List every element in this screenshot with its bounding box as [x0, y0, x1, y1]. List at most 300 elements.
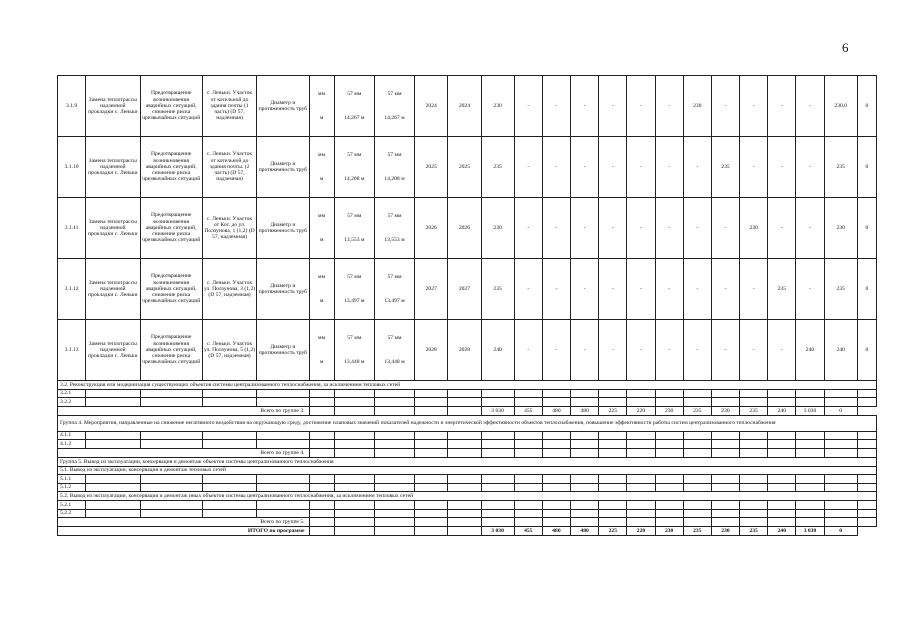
- empty-cell: [857, 389, 876, 398]
- empty-cell: [334, 398, 374, 407]
- total-value: 3 030: [796, 406, 824, 415]
- year-cost: -: [711, 320, 739, 381]
- row-number: 5.1.2: [58, 483, 86, 492]
- value-after-diameter: 57 мм: [387, 274, 402, 280]
- measure-name: Замена теплотрассы надземной прокладки с. Леньки: [86, 198, 140, 259]
- empty-cell: [740, 398, 768, 407]
- empty-cell: [257, 431, 309, 440]
- empty-cell: [415, 475, 448, 484]
- empty-cell: [627, 431, 655, 440]
- empty-cell: [202, 500, 256, 509]
- indicator-unit: [309, 259, 334, 320]
- empty-cell: [711, 448, 739, 457]
- empty-cell: [514, 440, 542, 449]
- empty-cell: [309, 509, 334, 518]
- empty-cell: [857, 509, 876, 518]
- empty-cell: [374, 431, 414, 440]
- empty-cell: [655, 448, 683, 457]
- empty-cell: [857, 518, 876, 527]
- year-cost: -: [514, 198, 542, 259]
- empty-cell: [796, 483, 824, 492]
- empty-cell: [448, 527, 481, 536]
- remaining-cost: 0: [857, 198, 876, 259]
- total-value: 0: [824, 406, 857, 415]
- year-cost: 240: [796, 320, 824, 381]
- empty-cell: [655, 483, 683, 492]
- empty-cell: [514, 398, 542, 407]
- year-cost: -: [542, 76, 570, 137]
- empty-cell: [857, 431, 876, 440]
- measure-location: с. Леньки. Участок ул. Ползунова, 5 (1,2) (D 57, надземная): [202, 320, 256, 381]
- year-cost: -: [571, 198, 599, 259]
- empty-cell: [768, 440, 796, 449]
- year-cost: -: [683, 137, 711, 198]
- empty-cell: [448, 483, 481, 492]
- empty-cell: [481, 475, 514, 484]
- empty-cell: [481, 389, 514, 398]
- empty-cell: [824, 500, 857, 509]
- year-cost: -: [768, 320, 796, 381]
- value-after-length: 14,267 м: [384, 114, 405, 121]
- empty-cell: [140, 483, 202, 492]
- empty-cell: [627, 475, 655, 484]
- empty-cell: [257, 440, 309, 449]
- total-cost: 235: [481, 137, 514, 198]
- indicator-unit-diameter: мм: [318, 335, 326, 341]
- year-cost: -: [740, 320, 768, 381]
- empty-cell: [711, 431, 739, 440]
- value-before-length: 13,553 м: [344, 236, 365, 243]
- measure-location: с. Леньки. Участок от Кот. до ул. Ползунова, 1 (1,2) (D 57, надземная): [202, 198, 256, 259]
- empty-cell: [627, 448, 655, 457]
- total-label: ИТОГО по программе: [58, 527, 310, 536]
- value-after-length: 13,553 м: [384, 236, 405, 243]
- empty-cell: [309, 398, 334, 407]
- indicator-unit-length: м: [319, 114, 324, 121]
- remaining-cost: 0: [857, 320, 876, 381]
- total-value: 480: [571, 527, 599, 536]
- empty-cell: [86, 500, 140, 509]
- empty-cell: [448, 440, 481, 449]
- year-cost: -: [571, 320, 599, 381]
- empty-cell: [86, 398, 140, 407]
- year-cost: -: [599, 198, 627, 259]
- empty-cell: [309, 389, 334, 398]
- empty-cell: [627, 483, 655, 492]
- empty-cell: [683, 483, 711, 492]
- empty-cell: [796, 475, 824, 484]
- empty-cell: [740, 431, 768, 440]
- total-value: 455: [514, 527, 542, 536]
- empty-cell: [415, 389, 448, 398]
- row-number: 3.1.10: [58, 137, 86, 198]
- empty-cell: [374, 406, 414, 415]
- indicator-name: Диаметр и протяженность труб: [257, 137, 309, 198]
- row-number: 5.2.1: [58, 500, 86, 509]
- empty-cell: [683, 500, 711, 509]
- value-before-diameter: 57 мм: [347, 274, 362, 280]
- indicator-unit-diameter: мм: [318, 213, 326, 219]
- empty-cell: [655, 475, 683, 484]
- empty-cell: [309, 518, 334, 527]
- empty-cell: [542, 398, 570, 407]
- empty-cell: [374, 483, 414, 492]
- table-row: [58, 509, 877, 518]
- table-row: [58, 398, 877, 407]
- empty-cell: [514, 509, 542, 518]
- total-value: 220: [627, 527, 655, 536]
- empty-cell: [599, 431, 627, 440]
- year-cost: -: [683, 259, 711, 320]
- total-value: 235: [740, 406, 768, 415]
- empty-cell: [711, 398, 739, 407]
- empty-cell: [824, 518, 857, 527]
- year-cost: -: [655, 198, 683, 259]
- empty-cell: [334, 509, 374, 518]
- empty-cell: [448, 448, 481, 457]
- empty-cell: [374, 527, 414, 536]
- value-after: [374, 320, 414, 381]
- empty-cell: [857, 483, 876, 492]
- empty-cell: [627, 509, 655, 518]
- year-cost: -: [768, 76, 796, 137]
- year-cost: -: [599, 137, 627, 198]
- value-before: [334, 198, 374, 259]
- empty-cell: [740, 518, 768, 527]
- empty-cell: [683, 509, 711, 518]
- empty-cell: [481, 483, 514, 492]
- empty-cell: [140, 475, 202, 484]
- empty-cell: [334, 406, 374, 415]
- empty-cell: [571, 431, 599, 440]
- section-title: Группа 5. Вывод из эксплуатации, консервация и демонтаж объектов системы централизованного теплоснабжения: [58, 457, 877, 466]
- row-number: 5.1.1: [58, 475, 86, 484]
- indicator-unit-diameter: мм: [318, 152, 326, 158]
- measure-purpose: Предотвращение возникновения аварийных ситуаций, снижение риска чрезвычайных ситуаций: [140, 259, 202, 320]
- empty-cell: [542, 475, 570, 484]
- empty-cell: [740, 440, 768, 449]
- measure-location: с. Леньки. Участок от котельной до здания почты (1 часть) (D 57, надземная): [202, 76, 256, 137]
- year-cost: -: [514, 76, 542, 137]
- empty-cell: [824, 448, 857, 457]
- empty-cell: [374, 509, 414, 518]
- empty-cell: [448, 475, 481, 484]
- empty-cell: [796, 500, 824, 509]
- empty-cell: [514, 431, 542, 440]
- total-value: 235: [740, 527, 768, 536]
- indicator-unit-length: м: [319, 236, 324, 243]
- empty-cell: [740, 389, 768, 398]
- empty-cell: [655, 440, 683, 449]
- empty-cell: [309, 527, 334, 536]
- year-cost: -: [655, 259, 683, 320]
- empty-cell: [415, 509, 448, 518]
- empty-cell: [627, 500, 655, 509]
- empty-cell: [374, 500, 414, 509]
- year-cost: -: [796, 198, 824, 259]
- year-cost: 235: [711, 137, 739, 198]
- empty-cell: [309, 406, 334, 415]
- empty-cell: [448, 509, 481, 518]
- section-header: [58, 457, 877, 466]
- year-cost: -: [627, 320, 655, 381]
- empty-cell: [481, 431, 514, 440]
- empty-cell: [599, 389, 627, 398]
- remaining-cost: 0: [857, 137, 876, 198]
- empty-cell: [448, 398, 481, 407]
- measure-name: Замена теплотрассы надземной прокладки с. Леньки: [86, 320, 140, 381]
- total-value: 240: [768, 527, 796, 536]
- empty-cell: [514, 500, 542, 509]
- row-number: 3.2.1: [58, 389, 86, 398]
- start-year: 2025: [415, 137, 448, 198]
- start-year: 2026: [415, 198, 448, 259]
- empty-cell: [824, 398, 857, 407]
- measure-name: Замена теплотрассы надземной прокладки с. Леньки: [86, 76, 140, 137]
- empty-cell: [796, 518, 824, 527]
- remaining-cost: 0: [857, 259, 876, 320]
- start-year: 2028: [415, 320, 448, 381]
- table-row: [58, 320, 877, 381]
- section-header: [58, 492, 877, 501]
- empty-cell: [857, 475, 876, 484]
- value-before-diameter: 57 мм: [347, 91, 362, 97]
- empty-cell: [334, 440, 374, 449]
- empty-cell: [448, 518, 481, 527]
- year-cost: -: [627, 198, 655, 259]
- table-row: [58, 198, 877, 259]
- indicator-unit-diameter: мм: [318, 274, 326, 280]
- year-cost: -: [655, 76, 683, 137]
- empty-cell: [571, 448, 599, 457]
- year-cost: -: [740, 76, 768, 137]
- empty-cell: [571, 518, 599, 527]
- measure-purpose: Предотвращение возникновения аварийных ситуаций, снижение риска чрезвычайных ситуаций: [140, 320, 202, 381]
- empty-cell: [86, 440, 140, 449]
- value-before-length: 14,267 м: [344, 114, 365, 121]
- table-row: [58, 259, 877, 320]
- empty-cell: [481, 448, 514, 457]
- empty-cell: [448, 431, 481, 440]
- sum-cost: 230,0: [824, 76, 857, 137]
- empty-cell: [740, 475, 768, 484]
- empty-cell: [711, 389, 739, 398]
- end-year: 2028: [448, 320, 481, 381]
- empty-cell: [740, 483, 768, 492]
- empty-cell: [711, 483, 739, 492]
- total-value: 240: [768, 406, 796, 415]
- row-number: 5.2.2: [58, 509, 86, 518]
- year-cost: 235: [768, 259, 796, 320]
- empty-cell: [796, 431, 824, 440]
- year-cost: -: [796, 259, 824, 320]
- table-row: [58, 483, 877, 492]
- empty-cell: [655, 389, 683, 398]
- empty-cell: [824, 509, 857, 518]
- total-label: Всего по группе 3.: [58, 406, 310, 415]
- empty-cell: [309, 448, 334, 457]
- empty-cell: [542, 483, 570, 492]
- empty-cell: [599, 398, 627, 407]
- empty-cell: [599, 483, 627, 492]
- empty-cell: [796, 398, 824, 407]
- indicator-unit: [309, 320, 334, 381]
- year-cost: -: [514, 137, 542, 198]
- empty-cell: [683, 389, 711, 398]
- page-number: 6: [842, 40, 849, 55]
- empty-cell: [334, 500, 374, 509]
- row-number: 4.1.1: [58, 431, 86, 440]
- empty-cell: [140, 398, 202, 407]
- value-after-diameter: 57 мм: [387, 152, 402, 158]
- empty-cell: [257, 509, 309, 518]
- empty-cell: [514, 518, 542, 527]
- empty-cell: [86, 483, 140, 492]
- year-cost: -: [711, 259, 739, 320]
- value-after: [374, 137, 414, 198]
- empty-cell: [824, 440, 857, 449]
- empty-cell: [655, 398, 683, 407]
- empty-cell: [374, 475, 414, 484]
- total-value: 230: [711, 406, 739, 415]
- empty-cell: [627, 389, 655, 398]
- empty-cell: [140, 500, 202, 509]
- empty-cell: [542, 509, 570, 518]
- sum-cost: 235: [824, 137, 857, 198]
- empty-cell: [796, 509, 824, 518]
- empty-cell: [334, 431, 374, 440]
- empty-cell: [542, 389, 570, 398]
- year-cost: -: [514, 259, 542, 320]
- total-value: 235: [683, 527, 711, 536]
- empty-cell: [334, 518, 374, 527]
- year-cost: -: [627, 259, 655, 320]
- year-cost: -: [599, 76, 627, 137]
- empty-cell: [415, 440, 448, 449]
- empty-cell: [627, 440, 655, 449]
- table-row: [58, 389, 877, 398]
- empty-cell: [542, 431, 570, 440]
- group-3-total-row: [58, 406, 877, 415]
- year-cost: -: [655, 137, 683, 198]
- value-after: [374, 259, 414, 320]
- empty-cell: [768, 483, 796, 492]
- sum-cost: 230: [824, 198, 857, 259]
- empty-cell: [202, 398, 256, 407]
- empty-cell: [655, 509, 683, 518]
- empty-cell: [202, 440, 256, 449]
- row-number: 3.1.9: [58, 76, 86, 137]
- section-title: 5.2. Вывод из эксплуатации, консервация и демонтаж иных объектов системы централизованного теплоснабжения, за исключением тепловых сетей: [58, 492, 877, 501]
- section-title: 5.1. Вывод из эксплуатации, консервация и демонтаж тепловых сетей: [58, 466, 877, 475]
- row-number: 3.2.2: [58, 398, 86, 407]
- empty-cell: [334, 475, 374, 484]
- value-after: [374, 198, 414, 259]
- empty-cell: [599, 509, 627, 518]
- indicator-name: Диаметр и протяженность труб: [257, 259, 309, 320]
- empty-cell: [599, 440, 627, 449]
- empty-cell: [711, 475, 739, 484]
- total-cost: 230: [481, 198, 514, 259]
- year-cost: -: [627, 137, 655, 198]
- row-number: 3.1.12: [58, 259, 86, 320]
- empty-cell: [374, 389, 414, 398]
- empty-cell: [481, 500, 514, 509]
- row-number: 3.1.13: [58, 320, 86, 381]
- indicator-unit-length: м: [319, 297, 324, 304]
- empty-cell: [334, 483, 374, 492]
- value-before-length: 14,208 м: [344, 175, 365, 182]
- empty-cell: [415, 448, 448, 457]
- row-number: 3.1.11: [58, 198, 86, 259]
- empty-cell: [514, 483, 542, 492]
- start-year: 2027: [415, 259, 448, 320]
- total-cost: 235: [481, 259, 514, 320]
- empty-cell: [202, 475, 256, 484]
- empty-cell: [824, 389, 857, 398]
- year-cost: -: [796, 76, 824, 137]
- empty-cell: [711, 500, 739, 509]
- empty-cell: [683, 518, 711, 527]
- empty-cell: [415, 518, 448, 527]
- empty-cell: [309, 483, 334, 492]
- empty-cell: [86, 475, 140, 484]
- empty-cell: [740, 509, 768, 518]
- indicator-unit: [309, 198, 334, 259]
- empty-cell: [257, 475, 309, 484]
- empty-cell: [415, 398, 448, 407]
- empty-cell: [796, 440, 824, 449]
- year-cost: -: [683, 320, 711, 381]
- indicator-unit: [309, 76, 334, 137]
- value-before-diameter: 57 мм: [347, 152, 362, 158]
- empty-cell: [571, 500, 599, 509]
- empty-cell: [309, 475, 334, 484]
- empty-cell: [655, 518, 683, 527]
- year-cost: -: [599, 320, 627, 381]
- measure-name: Замена теплотрассы надземной прокладки с. Леньки: [86, 137, 140, 198]
- value-after-length: 13,497 м: [384, 297, 405, 304]
- empty-cell: [857, 440, 876, 449]
- total-value: 225: [599, 406, 627, 415]
- empty-cell: [683, 475, 711, 484]
- empty-cell: [415, 527, 448, 536]
- section-title: 3.2. Реконструкция или модернизация существующих объектов системы централизованного теплоснабжения, за исключением тепловых сетей: [58, 381, 877, 390]
- empty-cell: [415, 431, 448, 440]
- indicator-unit-length: м: [319, 358, 324, 365]
- section-header: [58, 466, 877, 475]
- measure-purpose: Предотвращение возникновения аварийных ситуаций, снижение риска чрезвычайных ситуаций: [140, 76, 202, 137]
- year-cost: -: [796, 137, 824, 198]
- empty-cell: [86, 509, 140, 518]
- sum-cost: 235: [824, 259, 857, 320]
- year-cost: -: [571, 76, 599, 137]
- total-value: 230: [711, 527, 739, 536]
- sum-cost: 240: [824, 320, 857, 381]
- indicator-unit: [309, 137, 334, 198]
- total-label: Всего по группе 4.: [58, 448, 310, 457]
- value-before-diameter: 57 мм: [347, 213, 362, 219]
- empty-cell: [768, 398, 796, 407]
- empty-cell: [768, 475, 796, 484]
- value-before: [334, 137, 374, 198]
- empty-cell: [514, 448, 542, 457]
- empty-cell: [481, 518, 514, 527]
- end-year: 2025: [448, 137, 481, 198]
- empty-cell: [202, 483, 256, 492]
- empty-cell: [374, 398, 414, 407]
- empty-cell: [768, 431, 796, 440]
